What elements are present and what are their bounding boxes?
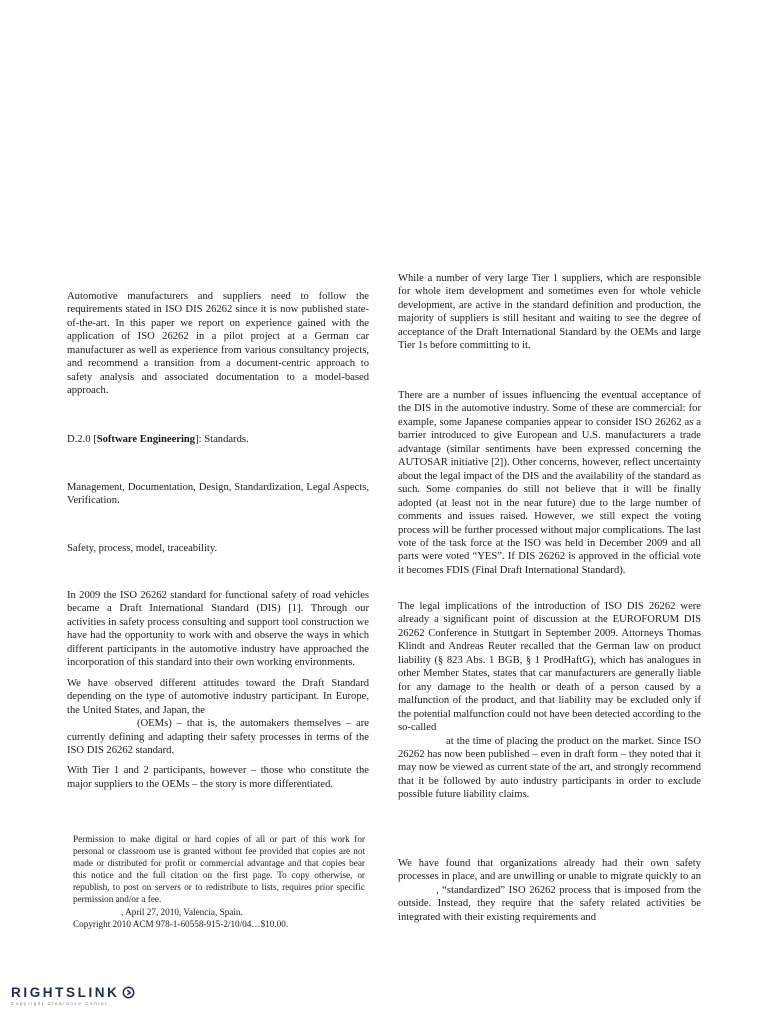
right-paragraph-3: The legal implications of the introduction of ISO DIS 26262 were already a significant point of discussion at the EUROFORUM DIS 26262 Conference in Stuttgart in September 2009. Attorneys Thomas Klindt and Andreas Reuter recalled that the German law on product liability (§ 823 Abs. 1 BGB, § 1 ProdHaftG), which has analogues in other Member States, states that car manufacturers are generally liable for any damage to the health or death of a person caused by a malfunction of the product, and that liability may be excluded only if the potential malfunction could not have been detected according to the so-called at the time of placing the product on the market. Since ISO 26262 has now been published – even in draft form – they noted that it may now be viewed as current state of the art, and strongly recommend that it be followed by auto industry participants in order to exclude possible future liability claims. <box>398 601 701 801</box>
keywords-text: Safety, process, model, traceability. <box>67 543 218 554</box>
category-suffix: ]: Standards. <box>195 434 249 445</box>
copyright-line: Copyright 2010 ACM 978-1-60558-915-2/10/04…$10.00. <box>73 918 289 929</box>
logo-name: RIGHTSLINK <box>11 985 120 1000</box>
abstract <box>67 290 369 398</box>
right-paragraph-4: We have found that organizations already had their own safety processes in place, and are unwilling or unable to migrate quickly to an, “standardized” ISO 26262 process that is imposed from the outside. Instead, they require that the safety related activities be integrated with their existing requirements and <box>398 858 701 923</box>
general-terms-text: Management, Documentation, Design, Standardization, Legal Aspects, Verification. <box>67 482 369 507</box>
general-terms <box>67 481 369 508</box>
intro-paragraph-2: We have observed different attitudes toward the Draft Standard depending on the type of automotive industry participant. In Europe, the United States, and Japan, the (OEMs) – that is, the automakers themselves – are currently defining and adapting their safety processes in terms of the ISO DIS 26262 standard. <box>67 677 369 756</box>
rightslink-logo <box>11 985 161 1009</box>
right-paragraph-1: While a number of very large Tier 1 suppliers, which are responsible for whole item development and sometimes even for whole vehicle development, are active in the standard definition and production, the majority of suppliers is still hesitant and waiting to see the degree of acceptance of the Draft International Standard by the OEMs and large Tier 1s before committing to it. <box>398 273 701 352</box>
category-prefix: D.2.0 [ <box>67 434 97 445</box>
keywords <box>67 542 369 555</box>
conference-line: , April 27, 2010, Valencia, Spain. <box>121 906 243 917</box>
permission-text: Permission to make digital or hard copies of all or part of this work for personal or classroom use is granted without fee provided that copies are not made or distributed for profit or commercial advantage and that copies bear this notice and the full citation on the first page. To copy otherwise, or republish, to post on servers or to redistribute to lists, requires prior specific permission and/or a fee. <box>73 834 365 905</box>
play-arrow-icon <box>122 986 135 999</box>
category-bold: Software Engineering <box>96 434 196 445</box>
logo-subtitle: Copyright Clearance Center <box>11 1001 109 1006</box>
introduction <box>67 589 369 791</box>
abstract-text: Automotive manufacturers and suppliers need to follow the requirements stated in ISO DIS 26262 since it is now published state-of-the-art. In this paper we report on experience gained with the application of ISO 26262 in a pilot project at a German car manufacturer as well as experience from various consultancy projects, and recommend a transition from a document-centric approach to safety analysis and associated documentation to a model-based approach. <box>67 291 369 397</box>
right-paragraph-2: There are a number of issues influencing the eventual acceptance of the DIS in the automotive industry. Some of these are commercial: for example, some Japanese companies appear to consider ISO 26262 as a barrier introduced to give European and U.S. manufacturers a trade advantage (similar sentiments have been expressed concerning the AUTOSAR initiative [2]). Other concerns, however, reflect uncertainty about the legal impact of the DIS and the availability of the standard as such. Some companies do still not believe that it will be finally adopted (at least not in the near future) due to the large number of comments and issues raised. However, we still expect the voting process will be further processed without major complications. The last vote of the task force at the ISO was held in December 2009 and all parts were voted “YES”. If DIS 26262 is approved in the official vote it becomes FDIS (Final Draft International Standard). <box>398 390 701 576</box>
intro-paragraph-1: In 2009 the ISO 26262 standard for functional safety of road vehicles became a Draft International Standard (DIS) [1]. Through our activities in safety process consulting and support tool construction we have had the opportunity to work with and observe the ways in which different participants in the automotive industry have approached the incorporation of this standard into their own working environments. <box>67 590 369 669</box>
categories <box>67 433 369 446</box>
intro-paragraph-3: With Tier 1 and 2 participants, however – those who constitute the major suppliers to the OEMs – the story is more differentiated. <box>67 765 369 790</box>
permission-notice <box>73 833 365 930</box>
